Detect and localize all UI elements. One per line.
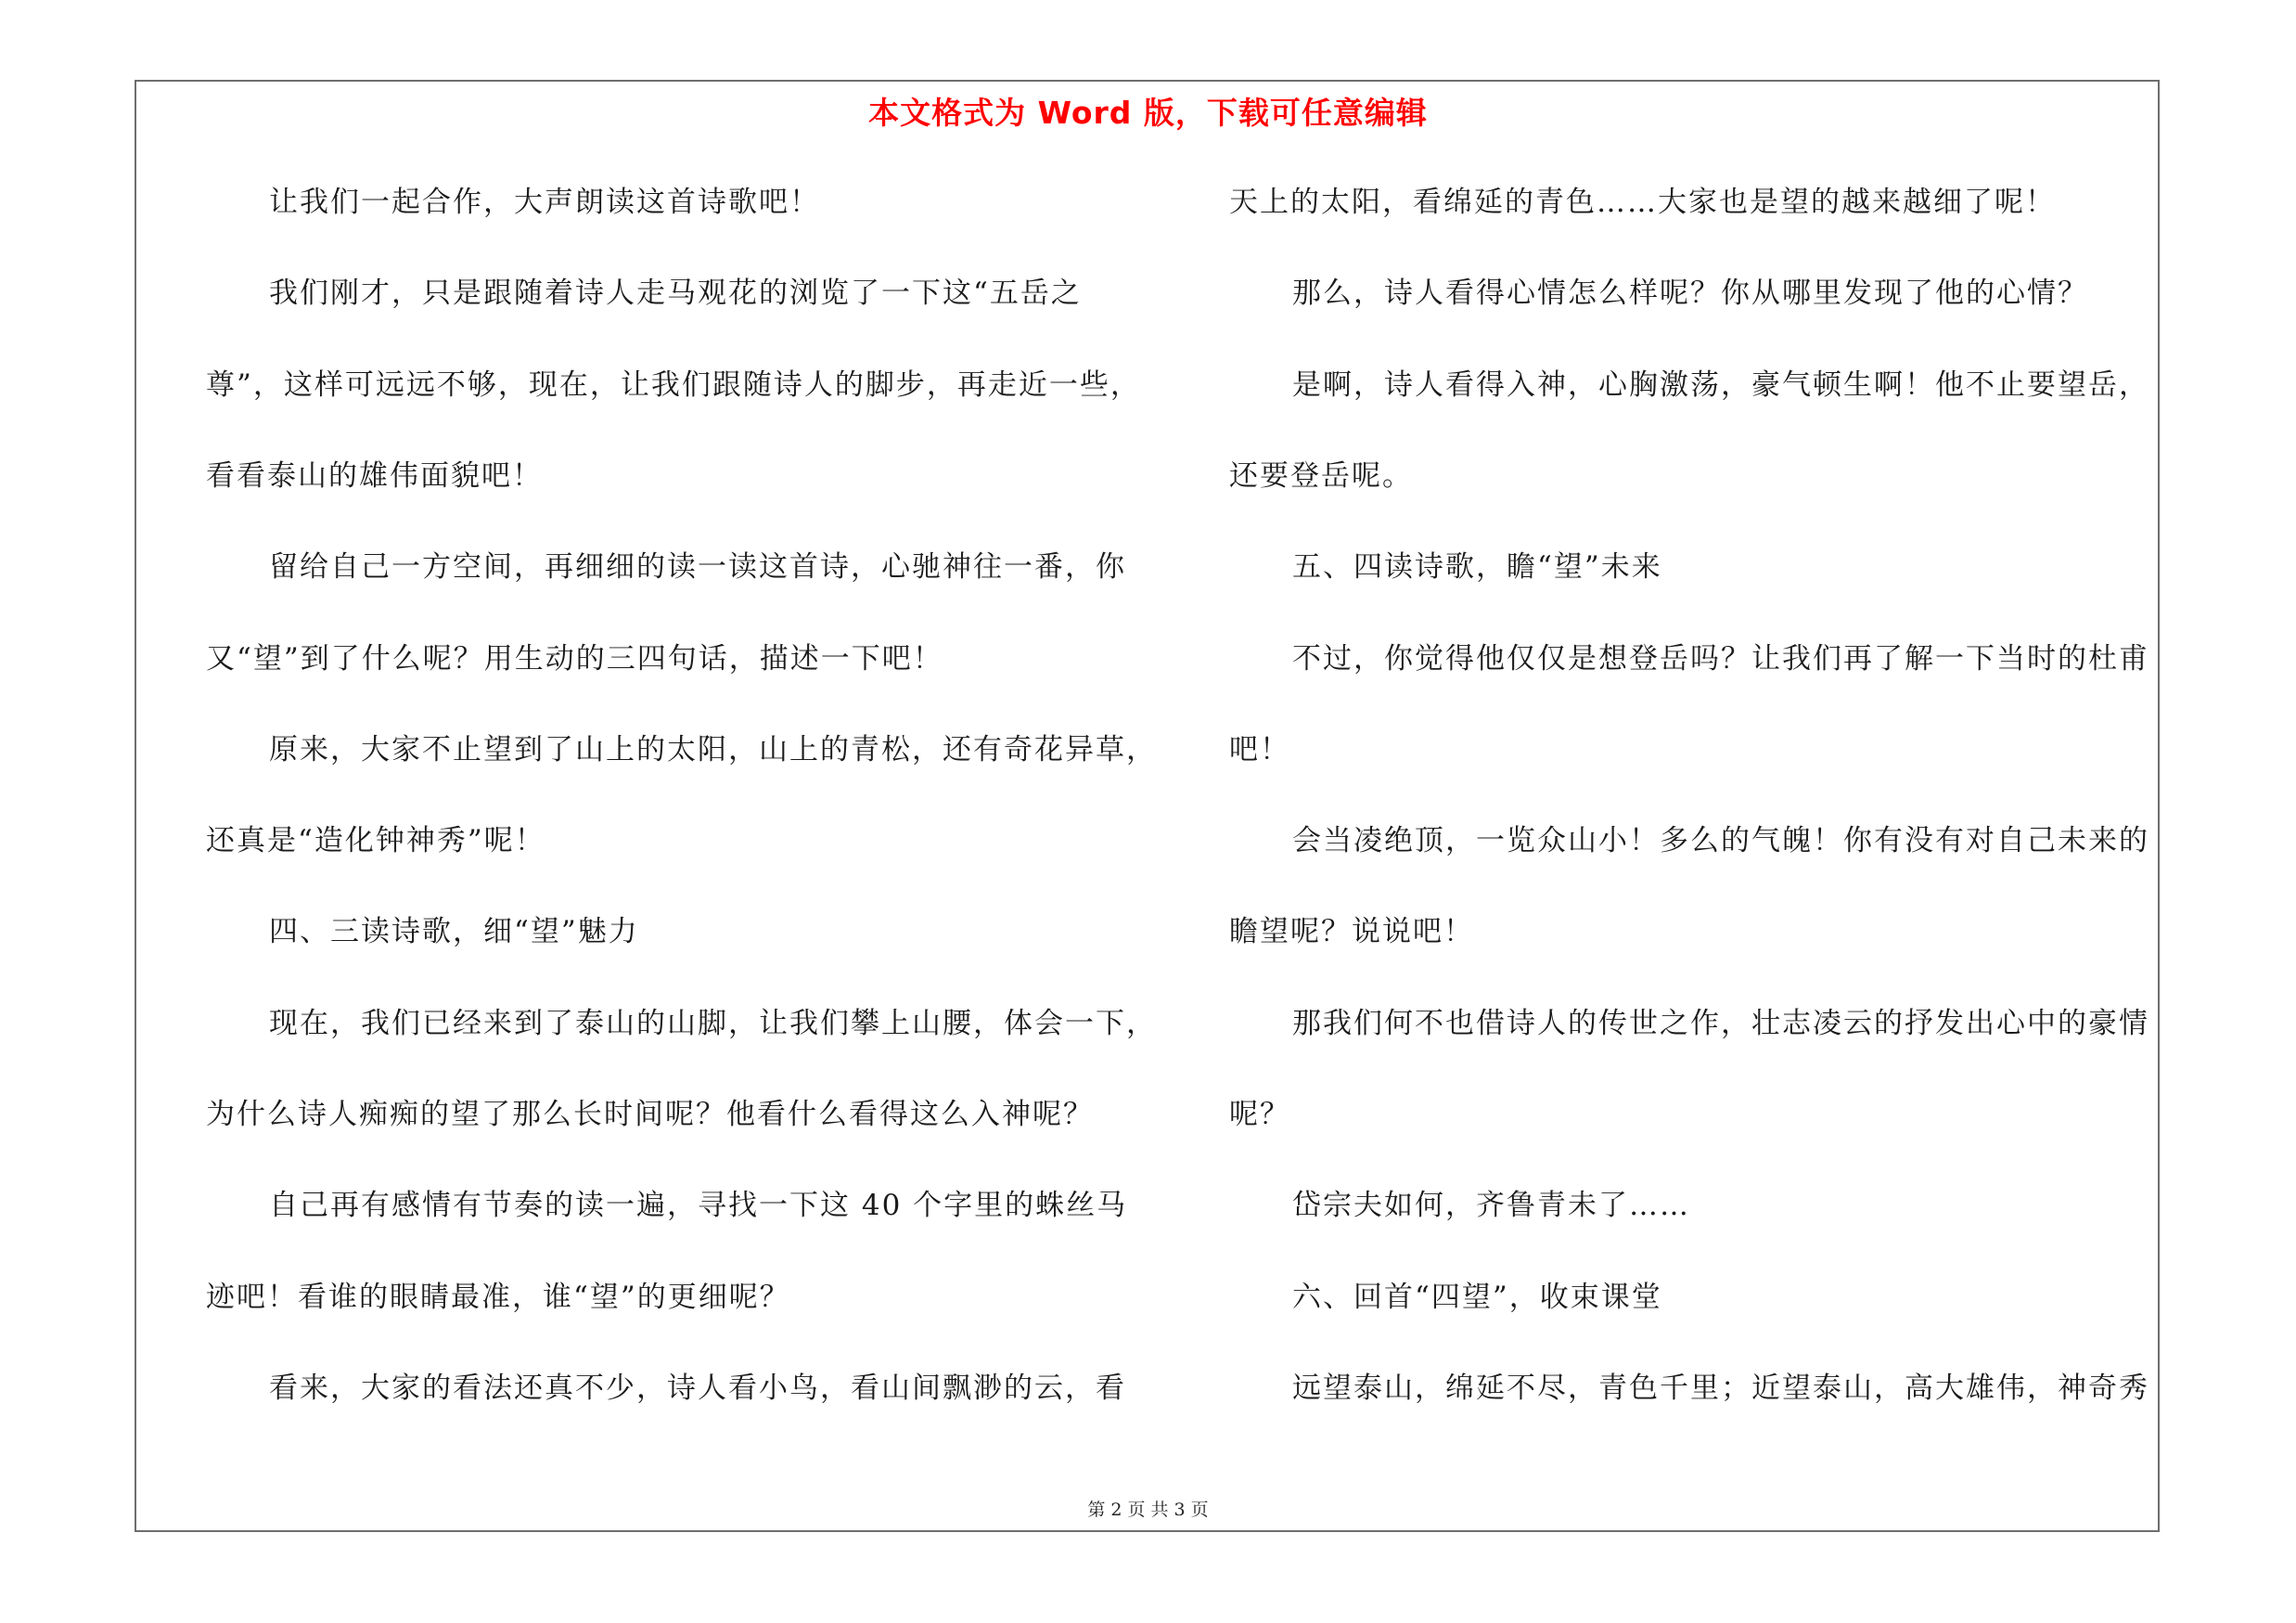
paragraph-line: 自己再有感情有节奏的读一遍，寻找一下这 40 个字里的蛛丝马 <box>269 1189 1128 1223</box>
paragraph-line: 五、四读诗歌，瞻“望”未来 <box>1292 550 1662 585</box>
paragraph-line: 四、三读诗歌，细“望”魅力 <box>269 915 639 949</box>
paragraph-line: 吧！ <box>1229 732 1290 766</box>
paragraph-line: 还真是“造化钟神秀”呢！ <box>206 824 545 858</box>
paragraph-line: 原来，大家不止望到了山上的太阳，山上的青松，还有奇花异草， <box>269 732 1157 766</box>
page-footer: 第 2 页 共 3 页 <box>1087 1500 1209 1520</box>
paragraph-line: 又“望”到了什么呢？用生动的三四句话，描述一下吧！ <box>206 641 943 676</box>
paragraph-line: 不过，你觉得他仅仅是想登岳吗？让我们再了解一下当时的杜甫 <box>1292 641 2149 676</box>
document-header: 本文格式为 Word 版，下载可任意编辑 <box>868 95 1428 131</box>
paragraph-line: 六、回首“四望”，收束课堂 <box>1292 1280 1662 1314</box>
paragraph-line: 那么，诗人看得心情怎么样呢？你从哪里发现了他的心情？ <box>1292 277 2088 311</box>
paragraph-line: 瞻望呢？说说吧！ <box>1229 915 1474 949</box>
paragraph-line: 为什么诗人痴痴的望了那么长时间呢？他看什么看得这么入神呢？ <box>206 1098 1094 1131</box>
paragraph-line: 看看泰山的雄伟面貌吧！ <box>206 458 543 493</box>
paragraph-line: 我们刚才，只是跟随着诗人走马观花的浏览了一下这“五岳之 <box>269 277 1082 311</box>
paragraph-line: 现在，我们已经来到了泰山的山脚，让我们攀上山腰，体会一下， <box>269 1006 1157 1040</box>
paragraph-line: 岱宗夫如何，齐鲁青未了…… <box>1292 1189 1690 1223</box>
paragraph-line: 那我们何不也借诗人的传世之作，壮志凌云的抒发出心中的豪情 <box>1292 1006 2149 1040</box>
paragraph-line: 让我们一起合作，大声朗读这首诗歌吧！ <box>269 186 820 219</box>
paragraph-line: 是啊，诗人看得入神，心胸激荡，豪气顿生啊！他不止要望岳， <box>1292 367 2149 402</box>
paragraph-line: 还要登岳呢。 <box>1229 458 1413 493</box>
paragraph-line: 会当凌绝顶，一览众山小！多么的气魄！你有没有对自己未来的 <box>1292 824 2149 858</box>
paragraph-line: 尊”，这样可远远不够，现在，让我们跟随诗人的脚步，再走近一些， <box>206 367 1141 402</box>
paragraph-line: 看来，大家的看法还真不少，诗人看小鸟，看山间飘渺的云，看 <box>269 1371 1126 1405</box>
paragraph-line: 呢？ <box>1229 1098 1290 1131</box>
paragraph-line: 远望泰山，绵延不尽，青色千里；近望泰山，高大雄伟，神奇秀 <box>1292 1371 2149 1405</box>
paragraph-line: 天上的太阳，看绵延的青色……大家也是望的越来越细了呢！ <box>1229 186 2056 219</box>
paragraph-line: 迹吧！看谁的眼睛最准，谁“望”的更细呢？ <box>206 1280 790 1314</box>
paragraph-line: 留给自己一方空间，再细细的读一读这首诗，心驰神往一番，你 <box>269 550 1126 585</box>
